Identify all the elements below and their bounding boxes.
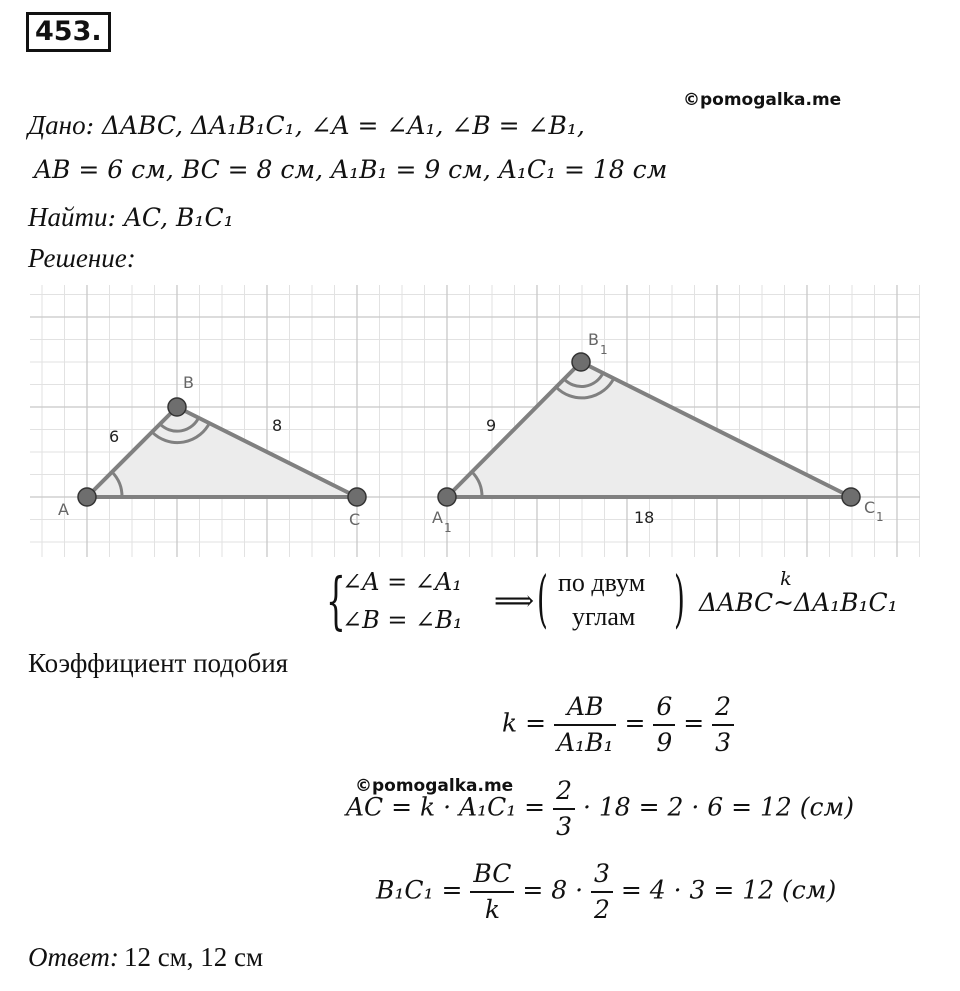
condition-angle-a: ∠A = ∠A₁ bbox=[342, 568, 462, 596]
problem-number: 453. bbox=[26, 12, 111, 52]
label-a1: A bbox=[432, 508, 443, 527]
triangles-figure bbox=[30, 285, 920, 557]
ac-formula: AC = k · A₁C₁ = $\frac{2}{3}$ · 18 = 2 · 6 = 12 (см) bbox=[346, 776, 854, 841]
answer-line bbox=[28, 942, 263, 973]
label-c: C bbox=[349, 510, 361, 529]
point-b bbox=[168, 398, 186, 416]
paren-left: ( bbox=[537, 562, 548, 635]
side-a1c1-label: 18 bbox=[634, 508, 655, 527]
point-a1 bbox=[438, 488, 456, 506]
label-a: A bbox=[58, 500, 69, 519]
given-line-2: AB = 6 см, BC = 8 см, A₁B₁ = 9 см, A₁C₁ = 18 см bbox=[34, 155, 668, 184]
point-c1 bbox=[842, 488, 860, 506]
reason-line-2: углам bbox=[572, 602, 636, 631]
given-label: Дано bbox=[28, 110, 86, 140]
label-b: B bbox=[183, 373, 194, 392]
side-ab-label: 6 bbox=[109, 427, 120, 446]
point-c bbox=[348, 488, 366, 506]
answer-label: Ответ: bbox=[28, 942, 119, 972]
label-c1-sub: 1 bbox=[876, 510, 884, 524]
brace: { bbox=[326, 564, 346, 637]
find-line: Найти: AC, B₁C₁ bbox=[28, 202, 234, 232]
implies-arrow: ⟹ bbox=[494, 584, 535, 617]
similarity-k: k bbox=[780, 568, 792, 590]
reason-line-1: по двум bbox=[558, 568, 646, 597]
watermark-middle: ©pomogalka.me bbox=[355, 776, 514, 796]
label-a1-sub: 1 bbox=[444, 521, 452, 535]
watermark-top: ©pomogalka.me bbox=[683, 90, 842, 110]
paren-right: ) bbox=[674, 562, 685, 635]
answer-value: 12 см, 12 см bbox=[123, 942, 264, 972]
given-line-1: Дано: ΔABC, ΔA₁B₁C₁, ∠A = ∠A₁, ∠B = ∠B₁, bbox=[28, 110, 585, 140]
point-b1 bbox=[572, 353, 590, 371]
side-a1b1-label: 9 bbox=[486, 416, 497, 435]
side-bc-label: 8 bbox=[272, 416, 283, 435]
solution-label: Решение bbox=[28, 243, 127, 273]
label-b1: B bbox=[588, 330, 599, 349]
point-a bbox=[78, 488, 96, 506]
coef-label: Коэффициент подобия bbox=[28, 648, 289, 678]
given-line1-text: ΔABC, ΔA₁B₁C₁, ∠A = ∠A₁, ∠B = ∠B₁, bbox=[101, 111, 585, 140]
label-c1: C bbox=[864, 498, 876, 517]
find-label: Найти bbox=[28, 202, 108, 232]
solution-line: Решение: bbox=[28, 243, 136, 273]
k-formula: k = $\frac{AB}{\text{A₁B₁}}$ = $\frac{6}{9}$ = $\frac{2}{3}$ bbox=[502, 690, 734, 760]
similarity-result: ΔABC k ~ΔA₁B₁C₁ bbox=[699, 568, 898, 617]
find-value: AC, B₁C₁ bbox=[123, 203, 234, 232]
b1c1-formula: B₁C₁ = $\frac{BC}{k}$ = 8 · $\frac{3}{2}$ = 4 · 3 = 12 (см) bbox=[376, 859, 837, 924]
condition-angle-b: ∠B = ∠B₁ bbox=[342, 606, 463, 634]
label-b1-sub: 1 bbox=[600, 343, 608, 357]
